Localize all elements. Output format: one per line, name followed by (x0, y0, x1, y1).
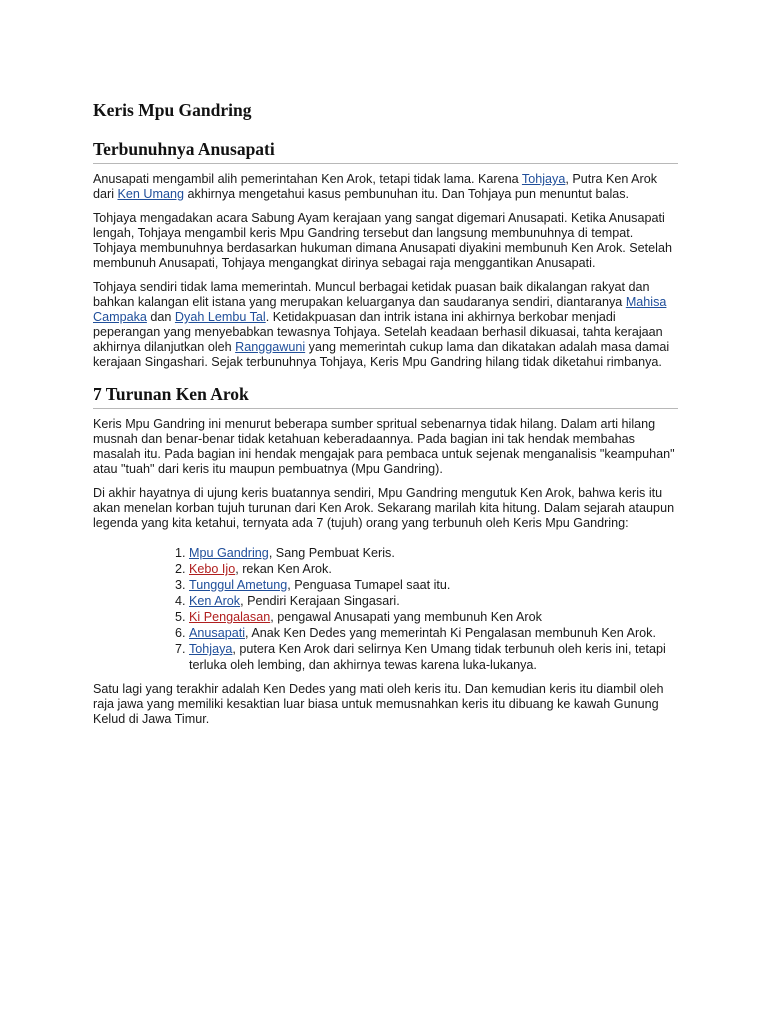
paragraph (93, 280, 678, 370)
text: akhirnya mengetahui kasus pembunuhan itu. Dan Tohjaya pun menuntut balas. (184, 187, 630, 201)
paragraph (93, 172, 678, 202)
list-item (189, 609, 678, 625)
list-item (189, 561, 678, 577)
text: , Anak Ken Dedes yang memerintah Ki Pengalasan membunuh Ken Arok. (245, 626, 656, 640)
paragraph: Satu lagi yang terakhir adalah Ken Dedes yang mati oleh keris itu. Dan kemudian keris itu diambil oleh raja jawa yang memiliki kesaktian luar biasa untuk memusnahkan keris itu dibuang ke kawah Gunung Kelud di Jawa Timur. (93, 682, 664, 726)
victims-list (93, 545, 678, 673)
link-ki-pengalasan[interactable]: Ki Pengalasan (189, 610, 271, 624)
link-kebo-ijo[interactable]: Kebo Ijo (189, 562, 236, 576)
link-tohjaya-list[interactable]: Tohjaya (189, 642, 233, 656)
link-dyah-lembu-tal[interactable]: Dyah Lembu Tal (174, 310, 266, 324)
list-item (189, 577, 678, 593)
link-ken-umang[interactable]: Ken Umang (117, 187, 185, 201)
paragraph: Tohjaya mengadakan acara Sabung Ayam kerajaan yang sangat digemari Anusapati. Ketika Anusapati lengah, Tohjaya mengambil keris Mpu Gandring tersebut dan langsung membunuhnya di tempat. Tohjaya membunuhnya berdasarkan hukuman dimana Anusapati diyakini membunuh Ken Arok. Setelah membunuh Anusapati, Tohjaya mengangkat dirinya sebagai raja menggantikan Anusapati. (93, 211, 672, 270)
section-heading-anusapati: Terbunuhnya Anusapati (93, 139, 678, 164)
text: dan (146, 310, 175, 324)
text: , Pendiri Kerajaan Singasari. (240, 594, 400, 608)
text: Anusapati mengambil alih pemerintahan Ken Arok, tetapi tidak lama. Karena (93, 172, 522, 186)
link-tunggul-ametung[interactable]: Tunggul Ametung (189, 578, 288, 592)
link-mpu-gandring[interactable]: Mpu Gandring (189, 546, 269, 560)
text: , rekan Ken Arok. (235, 562, 332, 576)
section-heading-turunan: 7 Turunan Ken Arok (93, 384, 678, 409)
list-item (189, 593, 678, 609)
paragraph: Di akhir hayatnya di ujung keris buatannya sendiri, Mpu Gandring mengutuk Ken Arok, bahwa keris itu akan menelan korban tujuh turunan dari Ken Arok. Sekarang marilah kita hitung. Dalam sejarah ataupun legenda yang kita ketahui, ternyata ada 7 (tujuh) orang yang terbunuh oleh Keris Mpu Gandring: (93, 486, 675, 530)
link-mahisa-campaka[interactable]: Mahisa Campaka (93, 295, 667, 324)
link-ranggawuni[interactable]: Ranggawuni (235, 340, 306, 354)
link-tohjaya[interactable]: Tohjaya (521, 172, 566, 186)
link-anusapati[interactable]: Anusapati (189, 626, 246, 640)
text: , Putra Ken Arok dari (93, 172, 658, 201)
text: , pengawal Anusapati yang membunuh Ken Arok (270, 610, 542, 624)
paragraph: Keris Mpu Gandring ini menurut beberapa sumber spritual sebenarnya tidak hilang. Dalam arti hilang musnah dan benar-benar tidak ketahuan keberadaannya. Pada bagian ini tak hendak membahas masalah itu. Pada bagian ini hendak mengajak para pembaca untuk sejenak menganalisis "keampuhan" atau "tuah" dari keris itu maupun pembuatnya (Mpu Gandring). (93, 417, 675, 476)
text: . Ketidakpuasan dan intrik istana ini akhirnya berkobar menjadi peperangan yang menyebabkan tewasnya Tohjaya. Setelah keadaan berhasil dikuasai, tahta kerajaan akhirnya dilanjutkan oleh (93, 310, 663, 354)
text: , putera Ken Arok dari selirnya Ken Umang tidak terbunuh oleh keris ini, tetapi terluka oleh lembing, dan akhirnya tewas karena luka-lukanya. (189, 642, 666, 672)
link-ken-arok[interactable]: Ken Arok (189, 594, 241, 608)
text: , Penguasa Tumapel saat itu. (287, 578, 451, 592)
list-item (189, 625, 678, 641)
text: yang memerintah cukup lama dan dikatakan adalah masa damai kerajaan Singashari. Sejak terbunuhnya Tohjaya, Keris Mpu Gandring hilang tidak diketahui rimbanya. (93, 340, 670, 369)
text: Tohjaya sendiri tidak lama memerintah. Muncul berbagai ketidak puasan baik dikalangan rakyat dan bahkan kalangan elit istana yang merupakan keluarganya dan saudaranya sendiri, diantaranya (93, 280, 650, 309)
text: , Sang Pembuat Keris. (268, 546, 395, 560)
list-item (189, 641, 678, 673)
document-title: Keris Mpu Gandring (93, 100, 252, 120)
list-item (189, 545, 678, 561)
